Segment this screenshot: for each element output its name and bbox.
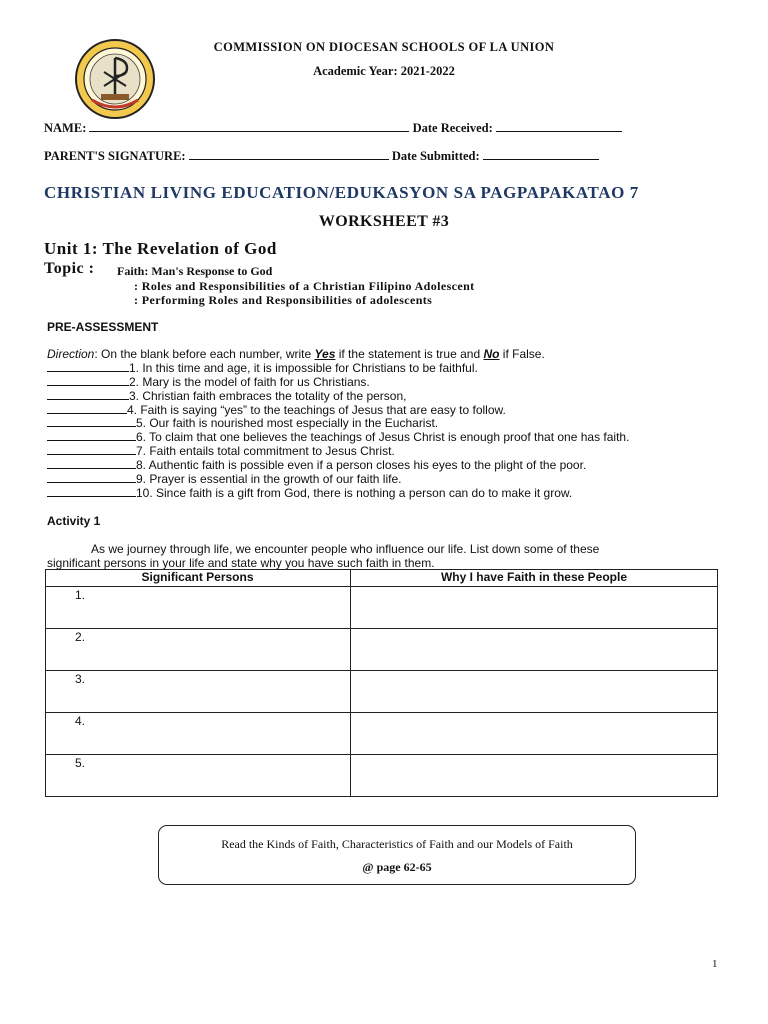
answer-blank[interactable]: [47, 444, 136, 455]
table-row-divider: [45, 754, 718, 755]
answer-blank[interactable]: [47, 486, 136, 497]
item-text: 3. Christian faith embraces the totality of the person,: [129, 389, 407, 403]
table-row-number: 4.: [75, 714, 86, 728]
table-header-divider: [45, 586, 718, 587]
table-row-number: 5.: [75, 756, 86, 770]
item-text: 4. Faith is saying “yes” to the teachings of Jesus that are easy to follow.: [127, 403, 506, 417]
name-blank[interactable]: [89, 120, 409, 132]
preassessment-item: [47, 444, 395, 458]
item-text: 1. In this time and age, it is impossible for Christians to be faithful.: [129, 361, 478, 375]
item-text: 8. Authentic faith is possible even if a person closes his eyes to the plight of the poor.: [136, 458, 587, 472]
table-row-number: 3.: [75, 672, 86, 686]
answer-blank[interactable]: [47, 430, 136, 441]
subject-title: CHRISTIAN LIVING EDUCATION/EDUKASYON SA PAGPAPAKATAO 7: [44, 183, 639, 202]
direction-text: [47, 347, 545, 361]
answer-blank[interactable]: [47, 458, 136, 469]
preassessment-item: [47, 361, 478, 375]
direction-part-3: if False.: [499, 347, 545, 361]
item-text: 6. To claim that one believes the teachings of Jesus Christ is enough proof that one has faith.: [136, 430, 630, 444]
parent-signature-blank[interactable]: [189, 148, 389, 160]
table-row-number: 2.: [75, 630, 86, 644]
diocesan-seal-icon: [74, 38, 156, 120]
yes-keyword: Yes: [314, 347, 336, 361]
column-header-significant-persons: Significant Persons: [141, 570, 254, 584]
worksheet-title: WORKSHEET #3: [318, 213, 450, 230]
preassessment-item: [47, 458, 586, 472]
direction-part-2: if the statement is true and: [335, 347, 484, 361]
answer-blank[interactable]: [47, 472, 136, 483]
table-row-divider: [45, 670, 718, 671]
table-column-divider: [350, 569, 351, 797]
activity-instructions-line-2: significant persons in your life and state why you have such faith in them.: [47, 556, 435, 570]
topic-sub-1: : Roles and Responsibilities of a Christian Filipino Adolescent: [134, 279, 475, 293]
signature-row: [44, 148, 599, 164]
parent-signature-label: PARENT'S SIGNATURE:: [44, 149, 186, 163]
answer-blank[interactable]: [47, 389, 129, 400]
item-text: 10. Since faith is a gift from God, there is nothing a person can do to make it grow.: [136, 486, 573, 500]
preassessment-item: [47, 403, 506, 417]
reading-note-page: @ page 62-65: [362, 860, 432, 874]
commission-heading: COMMISSION ON DIOCESAN SCHOOLS OF LA UNION: [213, 40, 555, 54]
answer-blank[interactable]: [47, 375, 129, 386]
reading-note-text: Read the Kinds of Faith, Characteristics of Faith and our Models of Faith: [221, 837, 573, 851]
answer-blank[interactable]: [47, 403, 127, 414]
reading-note-box: [158, 825, 636, 885]
page-number: 1: [712, 958, 718, 970]
faith-persons-table: [45, 569, 718, 797]
activity-heading: Activity 1: [47, 514, 101, 528]
date-received-label: Date Received:: [412, 121, 493, 135]
preassessment-item: [47, 472, 401, 486]
date-submitted-blank[interactable]: [483, 148, 599, 160]
date-submitted-label: Date Submitted:: [391, 149, 480, 163]
table-row-divider: [45, 712, 718, 713]
date-received-blank[interactable]: [496, 120, 622, 132]
topic-sub-2: : Performing Roles and Responsibilities of adolescents: [134, 293, 433, 307]
activity-instructions-line-1: As we journey through life, we encounter people who influence our life. List down some of these: [91, 542, 600, 556]
item-text: 2. Mary is the model of faith for us Christians.: [129, 375, 370, 389]
topic-main: Faith: Man's Response to God: [117, 264, 273, 278]
item-text: 7. Faith entails total commitment to Jesus Christ.: [136, 444, 395, 458]
direction-part-1: : On the blank before each number, write: [94, 347, 315, 361]
answer-blank[interactable]: [47, 416, 136, 427]
name-label: NAME:: [44, 121, 87, 135]
direction-label: Direction: [47, 347, 95, 361]
preassessment-item: [47, 430, 629, 444]
name-row: [44, 120, 622, 136]
item-text: 5. Our faith is nourished most especially in the Eucharist.: [136, 416, 439, 430]
table-row-number: 1.: [75, 588, 86, 602]
preassessment-item: [47, 389, 406, 403]
preassessment-item: [47, 486, 572, 500]
preassessment-item: [47, 416, 438, 430]
no-keyword: No: [483, 347, 500, 361]
preassessment-heading: PRE-ASSESSMENT: [47, 320, 159, 334]
column-header-why-faith: Why I have Faith in these People: [440, 570, 628, 584]
answer-blank[interactable]: [47, 361, 129, 372]
unit-title: Unit 1: The Revelation of God: [44, 239, 277, 258]
topic-label: Topic :: [44, 260, 95, 277]
academic-year: Academic Year: 2021-2022: [313, 64, 455, 78]
table-row-divider: [45, 628, 718, 629]
preassessment-item: [47, 375, 370, 389]
item-text: 9. Prayer is essential in the growth of our faith life.: [136, 472, 402, 486]
